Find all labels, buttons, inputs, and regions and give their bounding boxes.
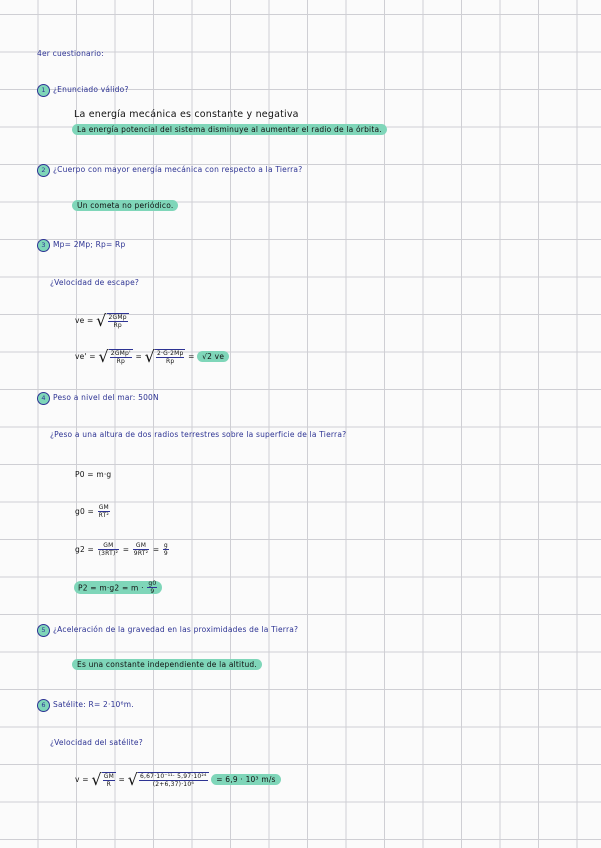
- question-6: [37, 699, 134, 712]
- question-number-6: 6: [37, 699, 50, 712]
- q3-equation-1: ve = √ $\frac{\text{2GMp}}{Rp}$: [75, 311, 127, 330]
- question-1: [37, 84, 129, 97]
- q4-equation-4: [74, 580, 162, 595]
- q6-question: ¿Velocidad del satélite?: [50, 738, 143, 747]
- question-4-given: Peso a nivel del mar: 500N: [53, 393, 159, 402]
- q1-answer-highlight: La energía potencial del sistema disminuye al aumentar el radio de la órbita.: [72, 124, 387, 135]
- q6-result-highlight: = 6,9 · 10³ m/s: [211, 774, 280, 785]
- question-number-1: 1: [37, 84, 50, 97]
- question-2: [37, 164, 302, 177]
- q3-equation-2: ve' = √ $\frac{\text{2GMp'}}{Rp}$ = √ $\frac{2\cdot G\cdot 2Mp}{Rp}$ = √2 ve: [75, 347, 229, 366]
- q4-question: ¿Peso a una altura de dos radios terrestres sobre la superficie de la Tierra?: [50, 430, 347, 439]
- q4-result-highlight: P2 = m·g2 = m · $\frac{g0}{9}$: [74, 581, 162, 594]
- q6-equation: v = √ $\frac{GM}{R}$ = √ $\frac{\text{6,67·10⁻¹¹· 5,97·10²⁴}}{\text{(2+6,37)·10⁶}}$ = 6,9 · 10³ m/s: [75, 770, 281, 789]
- question-3: [37, 239, 125, 252]
- page-title: 4er cuestionario:: [37, 49, 104, 58]
- q1-answer: [72, 125, 387, 134]
- q4-equation-3: g2 = $\frac{GM}{\text{(3RT)²}}$ = $\frac{GM}{\text{9RT²}}$ = $\frac{g}{9}$: [75, 542, 168, 557]
- q4-equation-1: P0 = m·g: [75, 470, 112, 479]
- question-3-given: Mp= 2Mp; Rp= Rp: [53, 240, 126, 249]
- question-number-5: 5: [37, 624, 50, 637]
- question-number-2: 2: [37, 164, 50, 177]
- q3-question: ¿Velocidad de escape?: [50, 278, 140, 287]
- q2-answer: [72, 201, 178, 210]
- question-5-text: ¿Aceleración de la gravedad en las proximidades de la Tierra?: [53, 625, 299, 634]
- q3-result-highlight: √2 ve: [197, 351, 229, 362]
- q2-answer-highlight: Un cometa no periódico.: [72, 200, 178, 211]
- question-1-text: ¿Enunciado válido?: [53, 85, 129, 94]
- q1-statement: La energía mecánica es constante y negativa: [74, 109, 299, 120]
- q5-answer: [72, 660, 262, 669]
- q5-answer-highlight: Es una constante independiente de la altitud.: [72, 659, 262, 670]
- question-5: [37, 624, 298, 637]
- question-2-text: ¿Cuerpo con mayor energía mecánica con respecto a la Tierra?: [53, 165, 303, 174]
- question-number-3: 3: [37, 239, 50, 252]
- question-4: [37, 392, 159, 405]
- q4-equation-2: g0 = $\frac{GM}{\text{RT²}}$: [75, 504, 110, 519]
- question-6-given: Satélite: R= 2·10⁶m.: [53, 700, 134, 709]
- question-number-4: 4: [37, 392, 50, 405]
